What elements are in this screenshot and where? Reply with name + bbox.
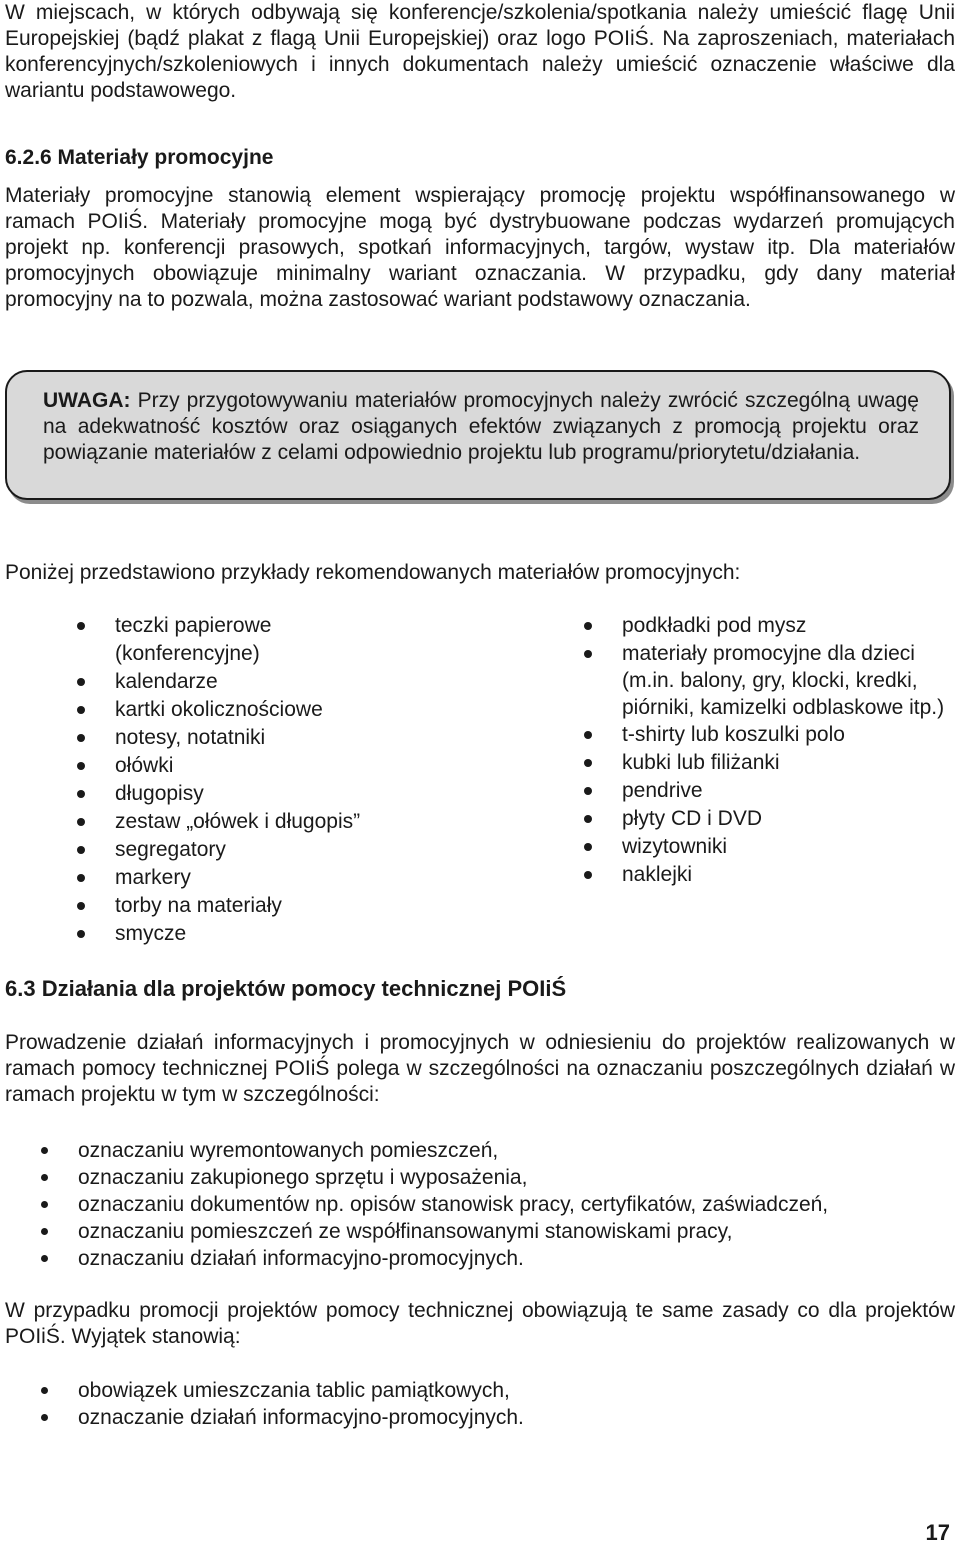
list-item: naklejki <box>622 861 960 889</box>
exceptions-list <box>78 1377 958 1431</box>
bullet-icon <box>77 678 85 686</box>
bullet-icon <box>584 787 592 795</box>
bullet-icon <box>584 759 592 767</box>
bullet-icon <box>584 815 592 823</box>
list-item: wizytowniki <box>622 833 960 861</box>
note-box <box>5 370 951 500</box>
bullet-icon <box>584 731 592 739</box>
bullet-icon <box>584 650 592 658</box>
section-heading-63: 6.3 Działania dla projektów pomocy technicznej POIiŚ <box>5 976 567 1001</box>
list-item: zestaw „ołówek i długopis” <box>115 808 415 836</box>
list-item: teczki papierowe (konferencyjne) <box>115 612 415 668</box>
list-item: podkładki pod mysz <box>622 612 960 640</box>
list-item: kalendarze <box>115 668 415 696</box>
bullet-icon <box>77 734 85 742</box>
technical-actions-list <box>78 1137 958 1272</box>
list-item: torby na materiały <box>115 892 415 920</box>
list-item: smycze <box>115 920 415 948</box>
section-heading-626: 6.2.6 Materiały promocyjne <box>5 146 274 169</box>
list-item: długopisy <box>115 780 415 808</box>
list-item: t-shirty lub koszulki polo <box>622 721 960 749</box>
bullet-icon <box>584 843 592 851</box>
bullet-icon <box>41 1201 48 1208</box>
list-item: pendrive <box>622 777 960 805</box>
bullet-icon <box>77 930 85 938</box>
bullet-icon <box>77 818 85 826</box>
list-item: oznaczaniu wyremontowanych pomieszczeń, <box>78 1137 958 1164</box>
list-item: oznaczanie działań informacyjno-promocyjnych. <box>78 1404 958 1431</box>
list-item: markery <box>115 864 415 892</box>
same-rules-paragraph: W przypadku promocji projektów pomocy technicznej obowiązują te same zasady co dla projektów POIiŚ. Wyjątek stanowią: <box>5 1299 955 1348</box>
bullet-icon <box>77 706 85 714</box>
bullet-icon <box>77 762 85 770</box>
bullet-icon <box>77 902 85 910</box>
list-item: notesy, notatniki <box>115 724 415 752</box>
section-63-body: Prowadzenie działań informacyjnych i promocyjnych w odniesieniu do projektów realizowanych w ramach pomocy technicznej POIiŚ polega w szczególności na oznaczaniu poszczególnych działań w ramach projektu w tym w szczególności: <box>5 1031 955 1106</box>
list-item: ołówki <box>115 752 415 780</box>
bullet-icon <box>77 790 85 798</box>
bullet-icon <box>77 846 85 854</box>
list-item: płyty CD i DVD <box>622 805 960 833</box>
list-item: oznaczaniu pomieszczeń ze współfinansowanymi stanowiskami pracy, <box>78 1218 958 1245</box>
bullet-icon <box>41 1174 48 1181</box>
list-item: oznaczaniu dokumentów np. opisów stanowisk pracy, certyfikatów, zaświadczeń, <box>78 1191 958 1218</box>
bullet-icon <box>584 622 592 630</box>
note-text: Przy przygotowywaniu materiałów promocyjnych należy zwrócić szczególną uwagę na adekwatność kosztów oraz osiąganych efektów związanych z promocją projektu oraz powiązanie materiałów z celami odpowiednio projektu lub programu/priorytetu/działania. <box>43 389 919 464</box>
list-item: obowiązek umieszczania tablic pamiątkowych, <box>78 1377 958 1404</box>
bullet-icon <box>584 871 592 879</box>
list-item: materiały promocyjne dla dzieci (m.in. balony, gry, klocki, kredki, piórniki, kamizelki odblaskowe itp.) <box>622 640 960 721</box>
bullet-icon <box>41 1228 48 1235</box>
materials-list-right <box>622 612 960 889</box>
intro-paragraph: W miejscach, w których odbywają się konferencje/szkolenia/spotkania należy umieścić flagę Unii Europejskiej (bądź plakat z flagą Unii Europejskiej) oraz logo POIiŚ. Na zaproszeniach, materiałach konferencyjnych/szkoleniowych i innych dokumentach należy umieścić oznaczenie właściwe dla wariantu podstawowego. <box>5 1 955 102</box>
list-item: kubki lub filiżanki <box>622 749 960 777</box>
list-item: segregatory <box>115 836 415 864</box>
note-label: UWAGA: <box>43 389 131 412</box>
examples-intro: Poniżej przedstawiono przykłady rekomendowanych materiałów promocyjnych: <box>5 561 741 584</box>
bullet-icon <box>77 874 85 882</box>
note-paragraph <box>43 388 919 466</box>
bullet-icon <box>41 1255 48 1262</box>
list-item: oznaczaniu działań informacyjno-promocyjnych. <box>78 1245 958 1272</box>
bullet-icon <box>41 1387 48 1394</box>
section-626-body: Materiały promocyjne stanowią element wspierający promocję projektu współfinansowanego w ramach POIiŚ. Materiały promocyjne mogą być dystrybuowane podczas wydarzeń promujących projekt np. konferencji prasowych, spotkań informacyjnych, targów, wystaw itp. Dla materiałów promocyjnych obowiązuje minimalny wariant oznaczania. W przypadku, gdy dany materiał promocyjny na to pozwala, można zastosować wariant podstawowy oznaczania. <box>5 184 955 311</box>
bullet-icon <box>77 622 85 630</box>
list-item: kartki okolicznościowe <box>115 696 415 724</box>
list-item: oznaczaniu zakupionego sprzętu i wyposażenia, <box>78 1164 958 1191</box>
bullet-icon <box>41 1147 48 1154</box>
bullet-icon <box>41 1414 48 1421</box>
materials-list-left <box>115 612 415 948</box>
page-number: 17 <box>925 1520 950 1545</box>
